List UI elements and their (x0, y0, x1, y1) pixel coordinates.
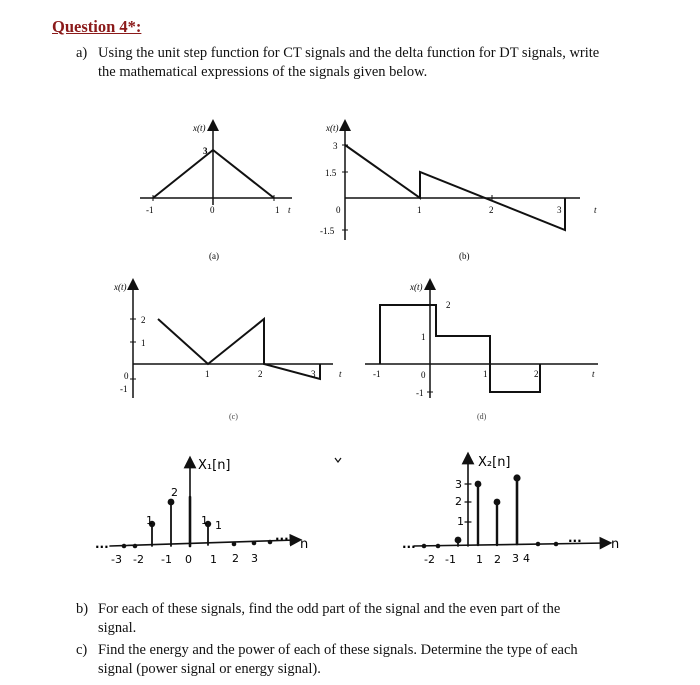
fig-d-xtick-label-neg1: -1 (373, 369, 381, 379)
fig-b-xlabel: t (594, 205, 597, 215)
fig-f-sample-1 (475, 481, 482, 488)
fig-b-ytick-label-3: 3 (333, 141, 338, 151)
fig-e-sample-neg3 (122, 544, 127, 549)
fig-e-xtick-0: 0 (185, 553, 192, 566)
fig-e-xtick-3: 3 (251, 552, 258, 565)
fig-c-xtick-label-2: 2 (258, 369, 263, 379)
fig-f-sample-3 (513, 474, 520, 481)
fig-e-xtick-neg3: -3 (111, 553, 122, 566)
fig-d-ytick-label-1: 1 (421, 332, 426, 342)
fig-a-tick-label-neg1: -1 (146, 205, 154, 215)
fig-b-ytick-label-15: 1.5 (325, 168, 337, 178)
fig-f-xtick-neg2: -2 (424, 553, 435, 566)
fig-b-xtick-label-3: 3 (557, 205, 562, 215)
fig-d-xtick-label-1: 1 (483, 369, 488, 379)
fig-c-signal (158, 319, 320, 379)
fig-c-ylabel: x(t) (114, 282, 127, 292)
fig-f-sample-neg3 (422, 544, 427, 549)
fig-e-xtick-1: 1 (210, 553, 217, 566)
stray-mark (335, 458, 341, 462)
fig-e-val-1a: 1 (146, 514, 153, 527)
fig-f-sample-neg1 (455, 537, 462, 544)
fig-d-xtick-label-2: 2 (534, 369, 539, 379)
fig-d-ytick-label-neg1: -1 (416, 388, 424, 398)
part-a-label: a) (76, 45, 88, 61)
fig-f-sample-2 (494, 499, 501, 506)
fig-d-ytick-label-2: 2 (446, 300, 451, 310)
fig-f-xtick-1: 1 (476, 553, 483, 566)
figure-e (110, 462, 296, 546)
fig-d-ytick-label-0: 0 (421, 370, 426, 380)
fig-e-xtick-2: 2 (232, 552, 239, 565)
fig-e-xtick-neg1: -1 (161, 553, 172, 566)
fig-e-xlabel: n (300, 537, 309, 552)
fig-f-sample-5 (554, 542, 559, 547)
figure-a (140, 125, 292, 205)
fig-f-xtick-3: 3 (512, 552, 519, 565)
part-b-label: b) (76, 601, 89, 617)
fig-f-xlabel: n (611, 537, 620, 552)
part-a-line1: Using the unit step function for CT signals and the delta function for DT signals, write (98, 45, 600, 61)
fig-b-xtick-label-1: 1 (417, 205, 422, 215)
fig-e-val-1c: 1 (215, 519, 222, 532)
fig-e-xtick-neg2: -2 (133, 553, 144, 566)
fig-f-xtick-4: 4 (523, 552, 530, 565)
fig-b-ytick-label-0: 0 (336, 205, 341, 215)
fig-e-ylabel: X₁[n] (198, 458, 231, 473)
figure-b (342, 125, 580, 240)
fig-d-ylabel: x(t) (410, 282, 423, 292)
fig-b-ytick-label-neg15: -1.5 (320, 226, 335, 236)
fig-f-ytick-label-1: 1 (457, 515, 464, 528)
fig-c-xtick-label-1: 1 (205, 369, 210, 379)
part-b-line1: For each of these signals, find the odd part of the signal and the even part of the (98, 601, 561, 617)
part-a-line2: the mathematical expressions of the signals given below. (98, 64, 428, 80)
fig-a-xlabel: t (288, 205, 291, 215)
fig-c-xlabel: t (339, 369, 342, 379)
part-c-line2: signal (power signal or energy signal). (98, 661, 321, 677)
fig-a-ylabel: x(t) (193, 123, 206, 133)
fig-f-sample-4 (536, 542, 541, 547)
fig-c-caption: (c) (229, 412, 238, 421)
fig-f-ytick-label-3: 3 (455, 478, 462, 491)
fig-c-ytick-label-2: 2 (141, 315, 146, 325)
fig-c-ytick-label-neg1: -1 (120, 384, 128, 394)
fig-e-sample-neg3b (133, 544, 138, 549)
fig-e-dots-right: ... (275, 529, 289, 543)
fig-b-signal (345, 145, 565, 230)
fig-f-dots-left: ... (402, 537, 416, 551)
fig-b-caption: (b) (459, 251, 470, 261)
part-c-line1: Find the energy and the power of each of these signals. Determine the type of each (98, 642, 578, 658)
figure-d (365, 284, 598, 398)
part-b-line2: signal. (98, 620, 137, 636)
fig-c-ytick-label-0: 0 (124, 371, 129, 381)
fig-d-signal (380, 305, 540, 392)
fig-f-ytick-label-2: 2 (455, 495, 462, 508)
fig-e-val-2: 2 (171, 486, 178, 499)
fig-c-ytick-label-1: 1 (141, 338, 146, 348)
fig-e-sample-3 (252, 541, 257, 546)
fig-f-xtick-2: 2 (494, 553, 501, 566)
question-title: Question 4*: (52, 17, 142, 36)
part-c-label: c) (76, 642, 88, 658)
fig-a-tick-label-0: 0 (210, 205, 215, 215)
fig-e-sample-neg1 (168, 499, 175, 506)
fig-d-xlabel: t (592, 369, 595, 379)
fig-f-ylabel: X₂[n] (478, 455, 511, 470)
fig-b-xtick-label-2: 2 (489, 205, 494, 215)
fig-e-sample-2 (232, 542, 237, 547)
fig-e-sample-4 (268, 540, 273, 545)
fig-a-caption: (a) (209, 251, 219, 261)
fig-c-xtick-label-3: 3 (311, 369, 316, 379)
fig-b-ylabel: x(t) (326, 123, 339, 133)
figure-c (130, 284, 333, 398)
fig-e-dots-left: ... (95, 537, 109, 551)
fig-e-val-1b: 1 (201, 514, 208, 527)
fig-d-caption: (d) (477, 412, 487, 421)
fig-a-peak: 3 (203, 146, 208, 156)
fig-f-dots-right: ... (568, 531, 582, 545)
fig-a-tick-label-1: 1 (275, 205, 280, 215)
fig-f-sample-neg2 (436, 544, 441, 549)
fig-f-xtick-neg1: -1 (445, 553, 456, 566)
